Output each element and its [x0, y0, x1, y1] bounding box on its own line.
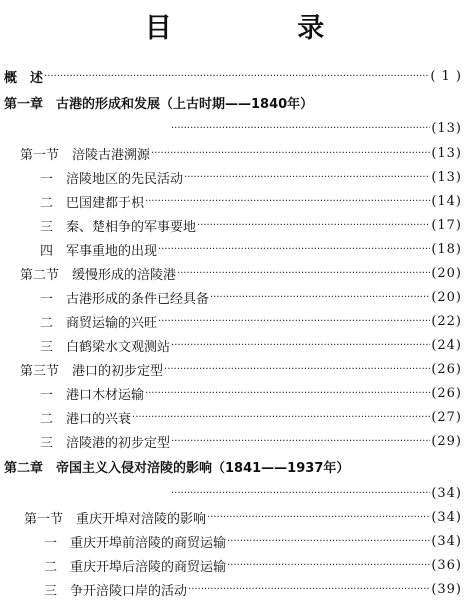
toc-entry-chapter-1-page-line: [170, 117, 462, 139]
toc-entry-label: 一 涪陵地区的先民活动: [40, 171, 184, 187]
leader-dots: [184, 172, 430, 183]
toc-entry-page: (27): [431, 409, 462, 425]
toc-entry-label: 一 港口木材运输: [40, 387, 145, 403]
toc-entry-section[interactable]: [20, 358, 462, 380]
leader-dots: [171, 488, 430, 499]
toc-entry-page: (17): [431, 217, 462, 233]
toc-entry-subsection[interactable]: [40, 286, 462, 308]
leader-dots: [132, 412, 430, 423]
leader-dots: [227, 560, 430, 571]
toc-entry-page: (39): [431, 581, 462, 597]
toc-entry-page: (26): [431, 385, 462, 401]
toc-entry-label: 第一节 重庆开埠对涪陵的影响: [24, 511, 207, 527]
leader-dots: [44, 71, 429, 82]
leader-dots: [158, 316, 430, 327]
toc-entry-label: 二 商贸运输的兴旺: [40, 315, 158, 331]
toc-entry-subsection[interactable]: [44, 578, 462, 600]
toc-entry-section[interactable]: [20, 142, 462, 164]
toc-entry-label: 三 秦、楚相争的军事要地: [40, 219, 197, 235]
toc-entry-page: (13): [431, 120, 462, 136]
page-title: 目 录: [144, 13, 383, 44]
leader-dots: [207, 512, 430, 523]
toc-entry-label: 二 重庆开埠后涪陵的商贸运输: [44, 559, 227, 575]
toc-entry-subsection[interactable]: [40, 382, 462, 404]
toc-entry-chapter-1[interactable]: 第一章 古港的形成和发展（上古时期——1840年）: [4, 97, 314, 112]
leader-dots: [227, 536, 430, 547]
toc-entry-page: (34): [431, 533, 462, 549]
toc-entry-page: (22): [431, 313, 462, 329]
toc-entry-label: 第二节 缓慢形成的涪陵港: [20, 267, 177, 283]
leader-dots: [145, 196, 430, 207]
toc-entry-subsection[interactable]: [40, 166, 462, 188]
toc-entry-subsection[interactable]: [40, 406, 462, 428]
toc-entry-label: 一 重庆开埠前涪陵的商贸运输: [44, 535, 227, 551]
toc-entry-page: (18): [431, 241, 462, 257]
toc-entry-page: (13): [431, 169, 462, 185]
toc-entry-page: ( 1 ): [430, 68, 462, 84]
toc-entry-label: 第三节 港口的初步定型: [20, 363, 164, 379]
toc-entry-page: (36): [431, 557, 462, 573]
toc-entry-subsection[interactable]: [40, 430, 462, 452]
leader-dots: [145, 388, 430, 399]
toc-entry-label: 三 白鹤梁水文观测站: [40, 339, 171, 355]
toc-entry-page: (34): [431, 485, 462, 501]
toc-entry-page: (20): [431, 289, 462, 305]
toc-entry-subsection[interactable]: [40, 238, 462, 260]
toc-entry-label: 二 巴国建都于枳: [40, 195, 145, 211]
toc-entry-subsection[interactable]: [40, 214, 462, 236]
toc-entry-page: (13): [431, 145, 462, 161]
toc-entry-page: (26): [431, 361, 462, 377]
leader-dots: [210, 292, 430, 303]
leader-dots: [188, 584, 430, 595]
toc-entry-page: (29): [431, 433, 462, 449]
toc-entry-subsection[interactable]: [40, 334, 462, 356]
toc-entry-label: 三 涪陵港的初步定型: [40, 435, 171, 451]
leader-dots: [197, 220, 430, 231]
toc-entry-overview[interactable]: [4, 65, 462, 87]
toc-entry-subsection[interactable]: [44, 554, 462, 576]
toc-entry-label: 概 述: [4, 70, 44, 86]
toc-entry-label: 一 古港形成的条件已经具备: [40, 291, 210, 307]
toc-entry-subsection[interactable]: [40, 190, 462, 212]
toc-entry-label: 四 军事重地的出现: [40, 243, 158, 259]
leader-dots: [171, 436, 430, 447]
toc-entry-label: 三 争开涪陵口岸的活动: [44, 583, 188, 599]
toc-entry-section[interactable]: [20, 262, 462, 284]
toc-entry-label: 第一节 涪陵古港溯源: [20, 147, 151, 163]
toc-entry-page: (24): [431, 337, 462, 353]
toc-entry-section[interactable]: [24, 506, 462, 528]
toc-entry-page: (20): [431, 265, 462, 281]
toc-entry-subsection[interactable]: [40, 310, 462, 332]
toc-entry-subsection[interactable]: [44, 530, 462, 552]
toc-entry-chapter-2-page-line: [170, 482, 462, 504]
leader-dots: [171, 123, 430, 134]
toc-entry-chapter-2[interactable]: 第二章 帝国主义入侵对涪陵的影响（1841——1937年）: [4, 461, 350, 476]
leader-dots: [158, 244, 430, 255]
leader-dots: [164, 364, 430, 375]
toc-entry-page: (34): [431, 509, 462, 525]
toc-entry-page: (14): [431, 193, 462, 209]
toc-entry-label: 二 港口的兴衰: [40, 411, 132, 427]
leader-dots: [177, 268, 430, 279]
leader-dots: [171, 340, 430, 351]
leader-dots: [151, 148, 430, 159]
